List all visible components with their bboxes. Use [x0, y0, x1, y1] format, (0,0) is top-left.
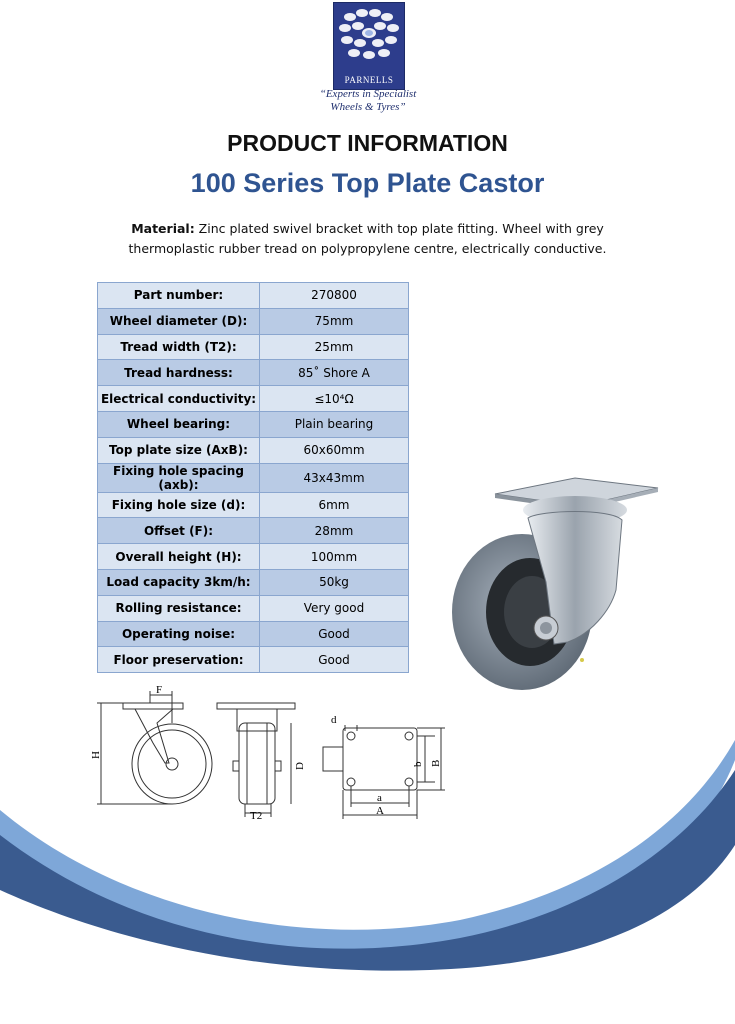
front-view-wheel	[239, 723, 275, 804]
spec-label: Part number:	[98, 283, 260, 309]
product-title: 100 Series Top Plate Castor	[190, 168, 545, 198]
material-line-2: thermoplastic rubber tread on polypropylene centre, electrically conductive.	[128, 241, 607, 256]
spec-value: ≤10⁴Ω	[260, 386, 409, 412]
spec-table	[97, 282, 409, 673]
spec-row	[98, 386, 409, 412]
spec-row	[98, 437, 409, 463]
logo-brand-text: PARNELLS	[344, 75, 394, 85]
spec-label: Operating noise:	[98, 621, 260, 647]
logo-wheel-icon	[334, 3, 404, 73]
label-offset: F	[156, 684, 163, 696]
spec-row	[98, 360, 409, 386]
spec-label: Offset (F):	[98, 518, 260, 544]
side-view-plate	[123, 703, 183, 709]
label-height: H	[90, 751, 102, 759]
spec-label: Fixing hole spacing (axb):	[98, 463, 260, 492]
label-B: B	[430, 759, 442, 767]
spec-row	[98, 647, 409, 673]
side-view-bracket	[135, 709, 173, 763]
material-line-1	[110, 219, 625, 239]
material-label: Material:	[131, 221, 195, 236]
spec-row	[98, 544, 409, 570]
side-view-wheel	[132, 724, 212, 804]
spec-label: Overall height (H):	[98, 544, 260, 570]
spec-label: Tread width (T2):	[98, 334, 260, 360]
spec-row	[98, 518, 409, 544]
spec-value: 75mm	[260, 308, 409, 334]
label-a: a	[377, 792, 382, 804]
spec-row	[98, 492, 409, 518]
page-heading: PRODUCT INFORMATION	[227, 130, 508, 156]
spec-label: Fixing hole size (d):	[98, 492, 260, 518]
spec-value: 85˚ Shore A	[260, 360, 409, 386]
spec-value: Good	[260, 621, 409, 647]
spec-value: Very good	[260, 595, 409, 621]
spec-label: Floor preservation:	[98, 647, 260, 673]
spec-table-body	[98, 283, 409, 673]
spec-value: Plain bearing	[260, 411, 409, 437]
spec-row	[98, 283, 409, 309]
tagline-line-2: Wheels & Tyres”	[330, 101, 406, 113]
parnells-logo	[333, 2, 405, 90]
spec-row	[98, 411, 409, 437]
spec-value: 50kg	[260, 569, 409, 595]
front-view-plate	[217, 703, 295, 709]
spec-label: Electrical conductivity:	[98, 386, 260, 412]
label-tread: T2	[250, 810, 263, 822]
spec-value: Good	[260, 647, 409, 673]
spec-value: 43x43mm	[260, 463, 409, 492]
spec-row	[98, 621, 409, 647]
spec-row	[98, 595, 409, 621]
spec-value: 6mm	[260, 492, 409, 518]
material-description	[110, 219, 625, 259]
spec-row	[98, 569, 409, 595]
material-text-1: Zinc plated swivel bracket with top plate fitting. Wheel with grey	[194, 221, 604, 236]
top-plate-view	[343, 728, 417, 790]
spec-label: Load capacity 3km/h:	[98, 569, 260, 595]
spec-row	[98, 334, 409, 360]
spec-label: Wheel bearing:	[98, 411, 260, 437]
spec-label: Wheel diameter (D):	[98, 308, 260, 334]
spec-label: Rolling resistance:	[98, 595, 260, 621]
label-A: A	[376, 805, 384, 817]
label-hole: d	[331, 714, 337, 726]
technical-drawing	[90, 683, 445, 823]
spec-label: Tread hardness:	[98, 360, 260, 386]
spec-row	[98, 308, 409, 334]
spec-row	[98, 463, 409, 492]
spec-label: Top plate size (AxB):	[98, 437, 260, 463]
label-b: b	[412, 761, 424, 767]
spec-value: 270800	[260, 283, 409, 309]
castor-image	[450, 462, 665, 697]
logo-tagline	[300, 88, 436, 114]
spec-value: 60x60mm	[260, 437, 409, 463]
tagline-line-1: “Experts in Specialist	[319, 88, 417, 100]
spec-value: 28mm	[260, 518, 409, 544]
spec-value: 25mm	[260, 334, 409, 360]
spec-value: 100mm	[260, 544, 409, 570]
label-diameter: D	[294, 762, 306, 770]
